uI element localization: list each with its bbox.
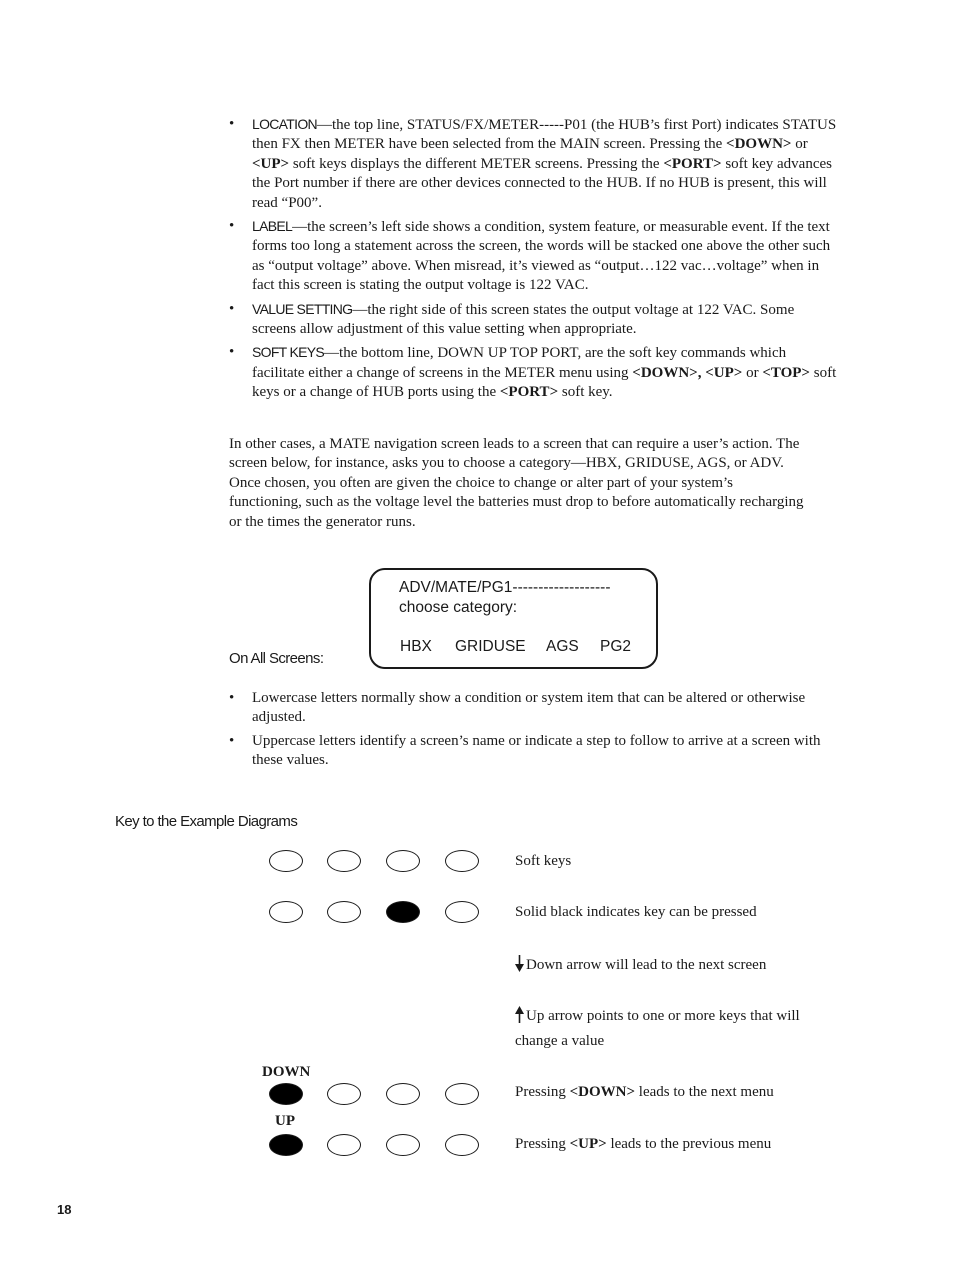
bullet-icon: • — [229, 300, 235, 317]
bullet-icon: • — [229, 690, 235, 706]
legend-pressing-down-key: <DOWN> — [569, 1084, 636, 1100]
lcd-screen-diagram — [369, 568, 658, 669]
page-number: 18 — [57, 1202, 72, 1217]
definition-text: or — [791, 136, 808, 153]
definition-text: <DOWN>, <UP> — [632, 364, 743, 381]
soft-key — [269, 901, 303, 923]
lcd-line-2: choose category: — [399, 599, 518, 616]
case-note-text: Lowercase letters normally show a condition or system item that can be altered or otherwise adjusted. — [252, 690, 806, 726]
legend-pressing-up-pre: Pressing — [515, 1136, 570, 1152]
legend-pressing-up-post: leads to the previous menu — [606, 1136, 772, 1152]
up-label: UP — [275, 1113, 295, 1129]
key-heading: Key to the Example Diagrams — [115, 813, 298, 830]
legend-soft-keys: Soft keys — [515, 853, 572, 869]
definition-term: LOCATION — [252, 116, 317, 132]
lcd-line-1: ADV/MATE/PG1------------------- — [399, 579, 611, 596]
legend-up-arrow-text-2: change a value — [515, 1033, 605, 1049]
soft-key — [445, 1083, 479, 1105]
case-note-item — [229, 689, 829, 728]
definition-text: —the top line, STATUS/FX/METER-----P01 (the HUB’s first Port) indicates STATUS then FX then METER have been selected from the MAIN screen. Pressing the — [252, 117, 837, 153]
definition-text: —the bottom line, DOWN UP TOP PORT, are the soft key commands which facilitate either a change of screens in the METER menu using — [252, 345, 787, 381]
bullet-icon: • — [229, 218, 235, 235]
definition-item — [229, 217, 839, 296]
soft-key — [386, 850, 420, 872]
definition-text: <TOP> — [762, 364, 810, 381]
soft-key-pressable — [269, 1134, 303, 1156]
definition-item — [229, 300, 839, 340]
soft-key — [386, 1083, 420, 1105]
definition-text: <PORT> — [663, 155, 722, 172]
bullet-icon: • — [229, 116, 235, 132]
soft-key — [386, 1134, 420, 1156]
soft-key — [327, 1083, 361, 1105]
soft-key — [327, 850, 361, 872]
definition-text: <UP> — [252, 155, 290, 172]
definition-term: SOFT KEYS — [252, 344, 325, 361]
soft-key — [445, 1134, 479, 1156]
down-arrow-icon — [515, 955, 524, 972]
definitions-list — [229, 115, 839, 407]
lcd-key-griduse: GRIDUSE — [455, 638, 526, 655]
case-notes-list — [229, 689, 829, 775]
legend-down-arrow — [515, 955, 766, 975]
definition-text: soft keys displays the different METER screens. Pressing the — [289, 155, 664, 172]
definition-term: VALUE SETTING — [252, 300, 353, 317]
down-label: DOWN — [262, 1064, 311, 1080]
legend-pressing-down-pre: Pressing — [515, 1084, 570, 1100]
lcd-key-ags: AGS — [546, 638, 579, 655]
intro-paragraph: In other cases, a MATE navigation screen leads to a screen that can require a user’s action. The screen below, for instance, asks you to choose a category—HBX, GRIDUSE, AGS, or ADV. Once chosen, you often are given the choice to change or alter part of your system’s functioning, such as the voltage level the batteries must drop to before automatically recharging or the times the generator runs. — [229, 436, 804, 530]
bullet-icon: • — [229, 344, 235, 361]
bullet-icon: • — [229, 732, 235, 749]
definition-text: <PORT> — [499, 384, 559, 401]
case-note-text: Uppercase letters identify a screen’s name or indicate a step to follow to arrive at a screen with these values. — [252, 732, 821, 769]
soft-key — [445, 850, 479, 872]
case-note-item — [229, 732, 829, 771]
definition-item — [229, 343, 839, 402]
definition-term: LABEL — [252, 218, 293, 235]
definition-text: <DOWN> — [726, 136, 792, 153]
lcd-key-pg2: PG2 — [600, 638, 632, 655]
soft-key — [327, 1134, 361, 1156]
definition-text: —the screen’s left side shows a condition, system feature, or measurable event. If the text forms too long a statement across the screen, the words will be stacked one above the other such as “output voltage” above. When misread, it’s viewed as “output…122 vac…voltage” when in fact this screen is stating the output voltage is 122 VAC. — [252, 219, 831, 294]
legend-pressing-up — [515, 1135, 771, 1154]
on-all-screens-label: On All Screens: — [229, 650, 324, 667]
legend-up-arrow-text-1: Up arrow points to one or more keys that will — [526, 1008, 800, 1024]
soft-key — [269, 850, 303, 872]
definition-text: —the right side of this screen states the output voltage at 122 VAC. Some screens allow adjustment of this value setting when appropriate. — [252, 301, 795, 338]
definition-item — [229, 115, 839, 213]
legend-down-arrow-text: Down arrow will lead to the next screen — [526, 957, 767, 973]
lcd-key-hbx: HBX — [400, 638, 432, 655]
definition-text: or — [742, 364, 763, 381]
legend-pressing-down — [515, 1083, 774, 1102]
up-arrow-icon — [515, 1006, 524, 1023]
definition-text: soft key. — [558, 384, 613, 401]
definition-text: soft keys or a change of HUB ports using the — [252, 364, 837, 401]
definition-text: soft key advances the Port number if there are other devices connected to the HUB. If no HUB is present, this will read “P00”. — [252, 155, 832, 211]
soft-key-pressable — [386, 901, 420, 923]
soft-key — [445, 901, 479, 923]
legend-up-arrow — [515, 1006, 800, 1026]
soft-key — [327, 901, 361, 923]
legend-pressing-down-post: leads to the next menu — [635, 1084, 774, 1100]
legend-solid-black: Solid black indicates key can be pressed — [515, 904, 757, 920]
legend-pressing-up-key: <UP> — [569, 1136, 607, 1152]
soft-key-pressable — [269, 1083, 303, 1105]
